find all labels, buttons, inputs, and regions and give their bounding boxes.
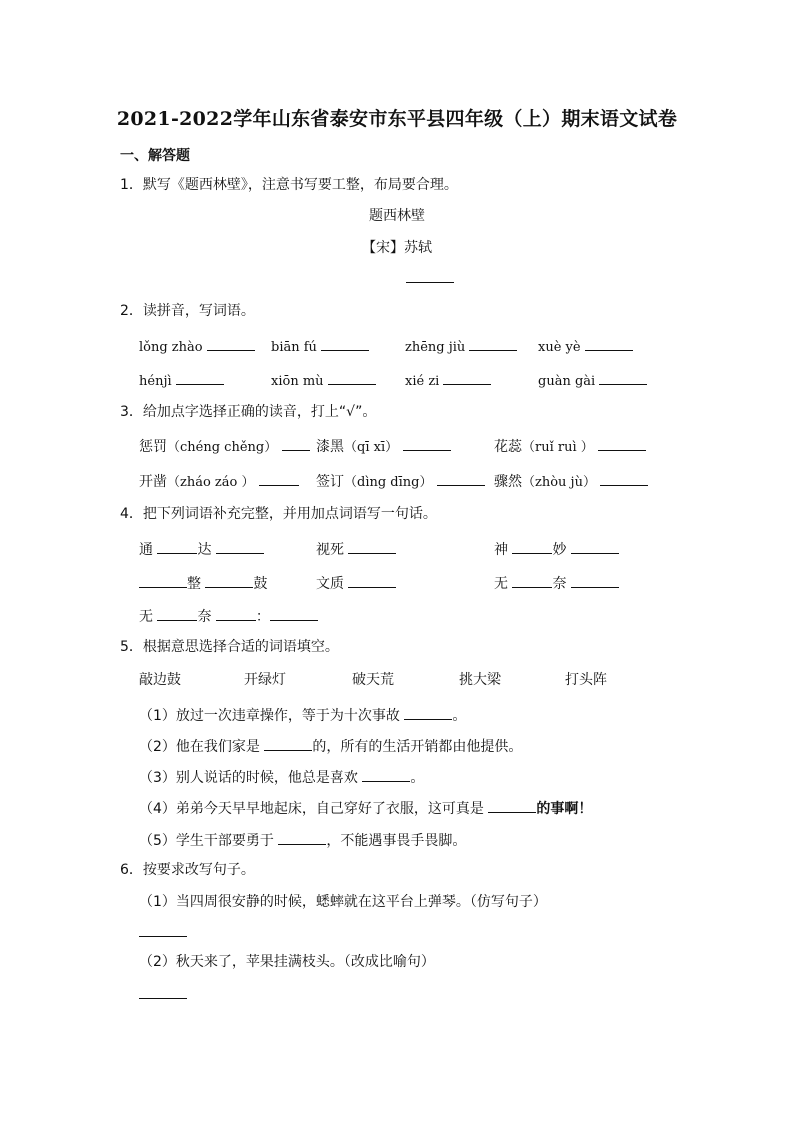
answer-blank[interactable] bbox=[585, 336, 633, 351]
q2-item: biān fú bbox=[271, 336, 369, 355]
q1-poem-title: 题西林壁 bbox=[369, 208, 425, 224]
answer-blank[interactable] bbox=[264, 736, 312, 751]
q2-item: xiōn mù bbox=[271, 370, 376, 389]
q4-prompt: 4．把下列词语补充完整，并用加点词语写一句话。 bbox=[120, 506, 437, 522]
q4-idiom: 无 奈 bbox=[494, 573, 619, 593]
q4-idiom: 通 达 bbox=[139, 539, 264, 559]
q2-prompt: 2．读拼音，写词语。 bbox=[120, 303, 255, 319]
q1-prompt: 1．默写《题西林壁》，注意书写要工整，布局要合理。 bbox=[120, 177, 458, 193]
q2-item: guàn gài bbox=[538, 370, 647, 389]
answer-blank[interactable] bbox=[176, 370, 224, 385]
answer-blank[interactable] bbox=[599, 370, 647, 385]
q3-item: 花蕊（ruǐ ruì ） bbox=[494, 436, 646, 457]
answer-blank[interactable] bbox=[437, 471, 485, 486]
q3-item: 骤然（zhòu jù） bbox=[494, 471, 648, 492]
q4-idiom: 视死 bbox=[316, 539, 396, 559]
q5-option: 开绿灯 bbox=[244, 672, 286, 688]
answer-blank[interactable] bbox=[469, 336, 517, 351]
answer-blank[interactable] bbox=[259, 471, 299, 486]
answer-blank[interactable] bbox=[216, 606, 256, 621]
answer-blank[interactable] bbox=[512, 573, 552, 588]
q4-idiom: 整 鼓 bbox=[139, 573, 267, 593]
answer-blank[interactable] bbox=[278, 830, 326, 845]
q2-item: lǒng zhào bbox=[139, 336, 255, 355]
q5-item: （1）放过一次违章操作，等于为十次事故 。 bbox=[139, 705, 466, 725]
q3-prompt: 3．给加点字选择正确的读音，打上“√”。 bbox=[120, 404, 377, 420]
q3-item: 惩罚（chéng chěng） bbox=[139, 436, 310, 457]
q6-answer-blank[interactable] bbox=[139, 922, 187, 942]
q2-item: xuè yè bbox=[538, 336, 633, 355]
answer-blank[interactable] bbox=[207, 336, 255, 351]
q5-option: 挑大梁 bbox=[459, 672, 501, 688]
answer-blank[interactable] bbox=[139, 573, 187, 588]
q5-option: 破天荒 bbox=[352, 672, 394, 688]
answer-blank[interactable] bbox=[348, 573, 396, 588]
answer-blank[interactable] bbox=[404, 705, 452, 720]
answer-blank[interactable] bbox=[512, 539, 552, 554]
q2-item: hénjì bbox=[139, 370, 224, 389]
q5-item: （5）学生干部要勇于 ，不能遇事畏手畏脚。 bbox=[139, 830, 466, 850]
answer-blank[interactable] bbox=[157, 606, 197, 621]
q5-option: 敲边鼓 bbox=[139, 672, 181, 688]
q1-answer-blank[interactable] bbox=[406, 268, 454, 288]
q6-item: （1）当四周很安静的时候，蟋蟀就在这平台上弹琴。（仿写句子） bbox=[139, 894, 547, 910]
q3-item: 开凿（zháo záo ） bbox=[139, 471, 299, 492]
answer-blank[interactable] bbox=[270, 606, 318, 621]
answer-blank[interactable] bbox=[571, 573, 619, 588]
q5-item: （2）他在我们家是 的，所有的生活开销都由他提供。 bbox=[139, 736, 522, 756]
q3-item: 漆黑（qī xī） bbox=[316, 436, 451, 457]
answer-blank[interactable] bbox=[443, 370, 491, 385]
q5-item: （4）弟弟今天早早地起床，自己穿好了衣服，这可真是 的事啊！ bbox=[139, 798, 592, 818]
q2-item: zhēng jiù bbox=[405, 336, 517, 355]
q5-option: 打头阵 bbox=[565, 672, 607, 688]
answer-blank[interactable] bbox=[216, 539, 264, 554]
answer-blank[interactable] bbox=[488, 798, 536, 813]
q6-prompt: 6．按要求改写句子。 bbox=[120, 862, 255, 878]
q4-idiom: 神 妙 bbox=[494, 539, 619, 559]
q5-item: （3）别人说话的时候，他总是喜欢 。 bbox=[139, 767, 424, 787]
answer-blank[interactable] bbox=[157, 539, 197, 554]
q3-item: 签订（dìng dīng） bbox=[316, 471, 485, 492]
q4-idiom: 文质 bbox=[316, 573, 396, 593]
q5-prompt: 5．根据意思选择合适的词语填空。 bbox=[120, 639, 339, 655]
exam-title: 2021-2022学年山东省泰安市东平县四年级（上）期末语文试卷 bbox=[116, 108, 678, 130]
q6-item: （2）秋天来了，苹果挂满枝头。（改成比喻句） bbox=[139, 954, 435, 970]
answer-blank[interactable] bbox=[321, 336, 369, 351]
answer-blank[interactable] bbox=[362, 767, 410, 782]
answer-blank[interactable] bbox=[348, 539, 396, 554]
answer-blank[interactable] bbox=[328, 370, 376, 385]
q6-answer-blank[interactable] bbox=[139, 984, 187, 1004]
answer-blank[interactable] bbox=[205, 573, 253, 588]
answer-blank[interactable] bbox=[598, 436, 646, 451]
answer-blank[interactable] bbox=[600, 471, 648, 486]
q1-poem-author: 【宋】苏轼 bbox=[362, 240, 432, 256]
answer-blank[interactable] bbox=[571, 539, 619, 554]
answer-blank[interactable] bbox=[403, 436, 451, 451]
answer-blank[interactable] bbox=[282, 436, 310, 451]
q2-item: xié zi bbox=[405, 370, 491, 389]
section-heading: 一、解答题 bbox=[120, 148, 190, 164]
q4-sentence: 无 奈 ： bbox=[139, 606, 318, 626]
